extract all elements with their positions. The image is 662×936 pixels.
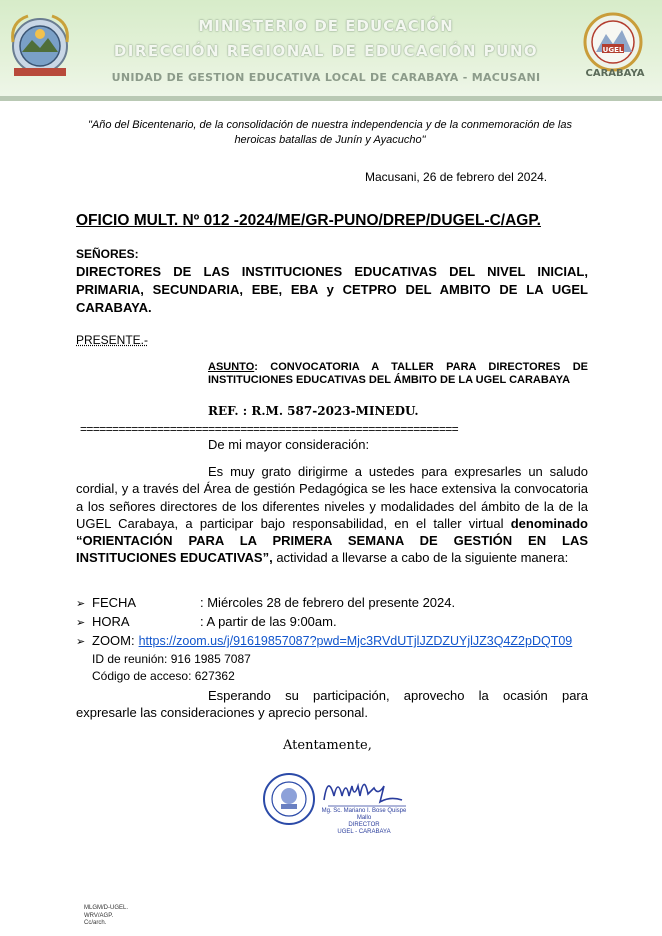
body-text-1: Es muy grato dirigirme a ustedes para expresarles un saludo cordial, y a través del Área de gestión Pedagógica se les hace extensiva la convocatoria a los señores directores de los diferentes niveles y modalidades del ámbito de la de la UGEL Carabaya, a participar bajo responsabilidad, en el taller virtual	[76, 464, 588, 531]
regional-emblem-icon	[8, 12, 72, 82]
body-paragraph	[76, 463, 588, 567]
sign-off: Atentamente,	[283, 738, 372, 753]
logo-caption: CARABAYA	[585, 68, 645, 79]
letterhead-divider	[0, 96, 662, 101]
signature-caption	[320, 808, 408, 836]
letter-date: Macusani, 26 de febrero del 2024.	[365, 170, 548, 184]
addressee: DIRECTORES DE LAS INSTITUCIONES EDUCATIVAS DEL NIVEL INICIAL, PRIMARIA, SECUNDARIA, EBE, EBA y CETPRO DEL AMBITO DE LA UGEL CARABAYA.	[76, 264, 588, 315]
presente-label: PRESENTE.-	[76, 333, 149, 347]
date-value: : Miércoles 28 de febrero del presente 2024.	[200, 595, 456, 610]
zoom-label: ZOOM:	[92, 633, 135, 648]
time-label: HORA	[92, 614, 130, 629]
subject-text: : CONVOCATORIA A TALLER PARA DIRECTORES DE INSTITUCIONES EDUCATIVAS DEL ÁMBITO DE LA UGEL CARABAYA	[208, 361, 588, 386]
list-item	[76, 613, 596, 632]
oficio-number: OFICIO MULT. Nº 012 -2024/ME/GR-PUNO/DREP/DUGEL-C/AGP.	[76, 212, 541, 229]
time-value: : A partir de las 9:00am.	[200, 614, 337, 629]
signer-office: UGEL - CARABAYA	[337, 829, 391, 835]
ministry-title: MINISTERIO DE EDUCACIÓN	[198, 17, 454, 35]
svg-text:UGEL: UGEL	[602, 46, 624, 54]
arrow-bullet-icon: ➢	[76, 598, 86, 610]
ugel-title: UNIDAD DE GESTION EDUCATIVA LOCAL DE CARABAYA - MACUSANI	[111, 71, 541, 84]
signer-role: DIRECTOR	[348, 822, 380, 828]
year-motto: "Año del Bicentenario, de la consolidación de nuestra independencia y de la conmemoración de las heroicas batallas de Junín y Ayacucho"	[88, 119, 572, 146]
access-code: Código de acceso: 627362	[92, 669, 235, 683]
footer-initials	[84, 905, 128, 928]
workshop-title: denominado “ORIENTACIÓN PARA LA PRIMERA SEMANA DE GESTIÓN EN LAS INSTITUCIONES EDUCATIVAS”,	[76, 515, 588, 566]
footer-line: MLGM/D-UGEL.	[84, 905, 129, 911]
closing-paragraph: Esperando su participación, aprovecho la ocasión para expresarle las consideraciones y aprecio personal.	[76, 688, 588, 721]
meeting-id: ID de reunión: 916 1985 7087	[92, 652, 251, 666]
reference-line: REF. : R.M. 587-2023-MINEDU.	[208, 404, 419, 418]
arrow-bullet-icon: ➢	[76, 636, 86, 648]
addressee-salutation: SEÑORES:	[76, 247, 139, 261]
event-details-list	[76, 594, 596, 685]
zoom-link[interactable]: https://zoom.us/j/91619857087?pwd=Mjc3RVdUTjlJZDZUYjlJZ3Q4Z2pDQT09	[138, 634, 573, 648]
separator-line: ===========================================================	[80, 422, 459, 436]
list-item	[76, 632, 596, 651]
signer-name: Mg. Sc. Mariano I. Bose Quispe Mallo	[321, 808, 407, 821]
subject-block	[208, 361, 588, 387]
regional-direction-title: DIRECCIÓN REGIONAL DE EDUCACIÓN PUNO	[113, 42, 539, 60]
footer-line: Cc/arch.	[84, 920, 107, 926]
greeting: De mi mayor consideración:	[208, 437, 370, 452]
official-seal-icon	[262, 772, 316, 826]
body-text-2: actividad a llevarse a cabo de la siguiente manera:	[272, 550, 569, 566]
list-item	[76, 594, 596, 613]
arrow-bullet-icon: ➢	[76, 617, 86, 629]
subject-label: ASUNTO	[208, 361, 255, 373]
date-label: FECHA	[92, 595, 137, 610]
footer-line: WRV/AGP.	[84, 912, 114, 919]
